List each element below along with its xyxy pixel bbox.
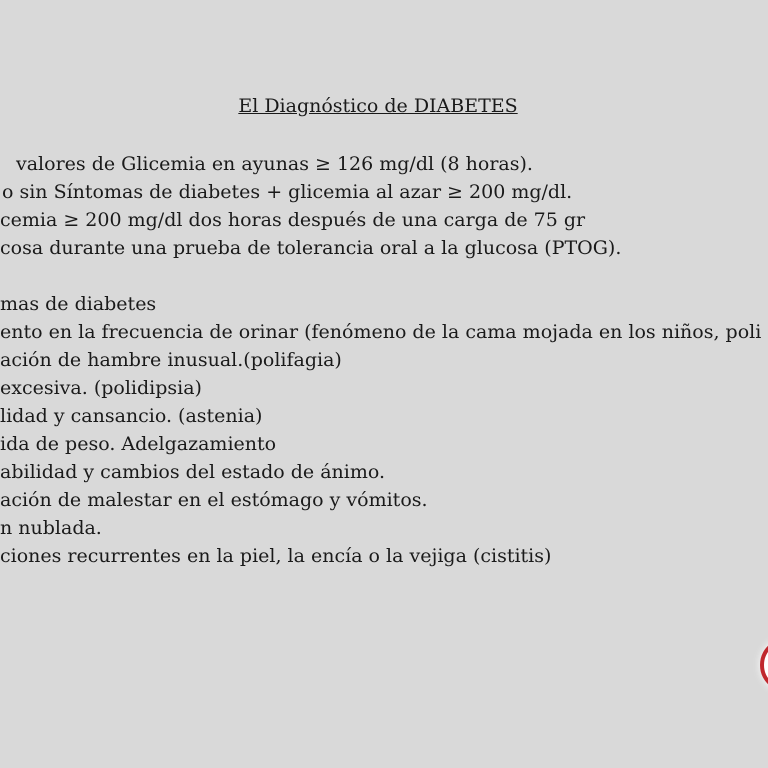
symptom-item: ación de hambre inusual.(polifagia) — [0, 349, 342, 371]
symptom-item: ento en la frecuencia de orinar (fenómeno de la cama mojada en los niños, poli — [0, 321, 762, 343]
symptom-item: excesiva. (polidipsia) — [0, 377, 202, 399]
logo-icon — [760, 638, 768, 692]
symptom-item: ciones recurrentes en la piel, la encía o la vejiga (cistitis) — [0, 545, 552, 567]
symptoms-heading: mas de diabetes — [0, 293, 157, 315]
criteria-line: cosa durante una prueba de tolerancia oral a la glucosa (PTOG). — [0, 237, 622, 259]
criteria-line: o sin Síntomas de diabetes + glicemia al azar ≥ 200 mg/dl. — [2, 181, 573, 203]
criteria-line: cemia ≥ 200 mg/dl dos horas después de una carga de 75 gr — [0, 209, 586, 231]
page-title: El Diagnóstico de DIABETES — [238, 95, 518, 117]
symptom-item: n nublada. — [0, 517, 102, 539]
symptom-item: abilidad y cambios del estado de ánimo. — [0, 461, 386, 483]
symptom-item: lidad y cansancio. (astenia) — [0, 405, 263, 427]
criteria-line: valores de Glicemia en ayunas ≥ 126 mg/dl (8 horas). — [16, 153, 533, 175]
symptom-item: ida de peso. Adelgazamiento — [0, 433, 277, 455]
symptom-item: ación de malestar en el estómago y vómitos. — [0, 489, 428, 511]
